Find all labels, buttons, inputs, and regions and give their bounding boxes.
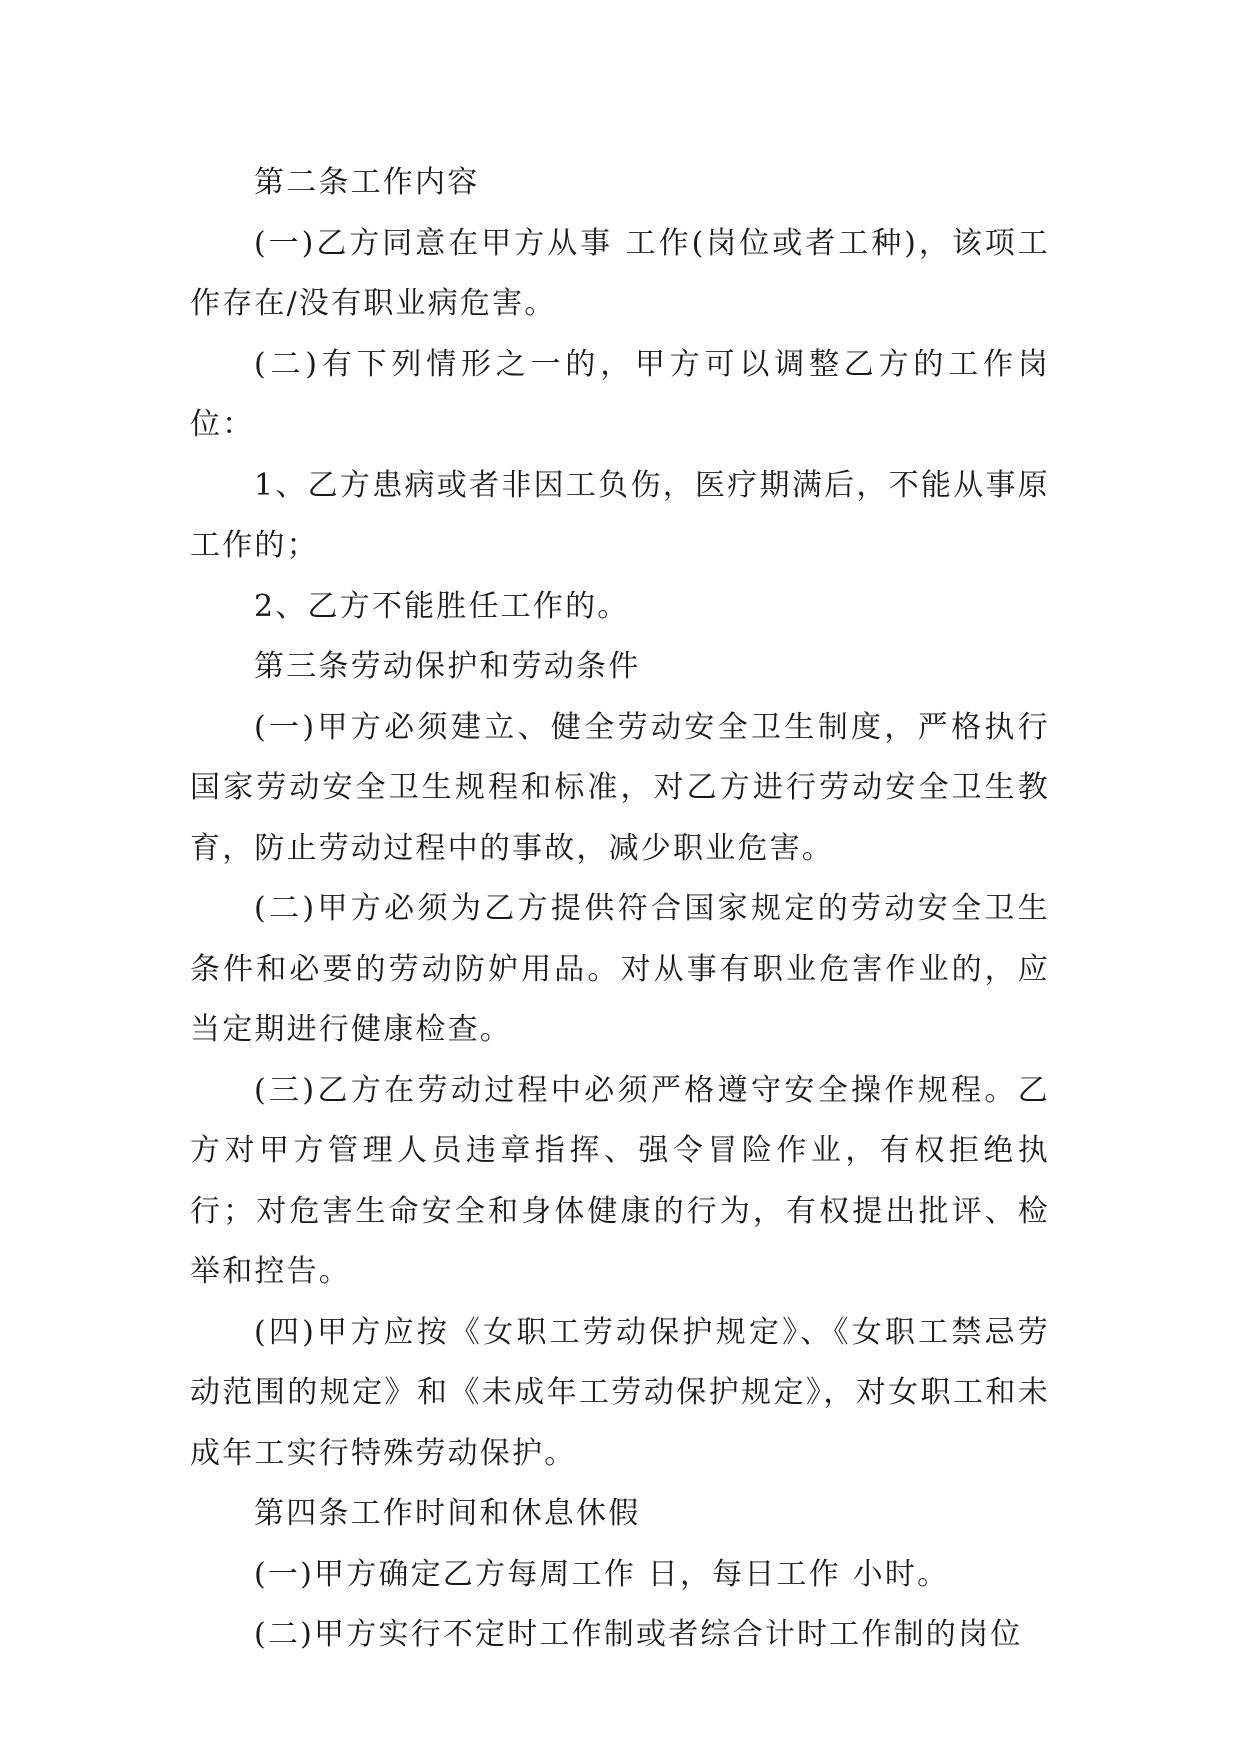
article-3-heading: 第三条劳动保护和劳动条件: [254, 649, 641, 684]
article-4-clause-1: (一)甲方确定乙方每周工作 日，每日工作 小时。: [254, 1556, 950, 1592]
article-2-item-1: 1、乙方患病或者非因工负伤，医疗期满后，不能从事原工作的；: [190, 467, 1050, 563]
article-2-item-2: 2、乙方不能胜任工作的。: [254, 588, 630, 624]
article-4-clause-2: (二)甲方实行不定时工作制或者综合计时工作制的岗位: [254, 1617, 1023, 1652]
article-3-clause-2: (二)甲方必须为乙方提供符合国家规定的劳动安全卫生条件和必要的劳动防妒用品。对从事有职业危害作业的，应当定期进行健康检查。: [190, 891, 1050, 1047]
article-2-clause-1: (一)乙方同意在甲方从事 工作(岗位或者工种)，该项工作存在/没有职业病危害。: [190, 225, 1050, 321]
article-2-heading: 第二条工作内容: [254, 165, 480, 200]
article-3-clause-1: (一)甲方必须建立、健全劳动安全卫生制度，严格执行国家劳动安全卫生规程和标准，对乙方进行劳动安全卫生教育，防止劳动过程中的事故，减少职业危害。: [190, 709, 1050, 866]
article-3-clause-3: (三)乙方在劳动过程中必须严格遵守安全操作规程。乙方对甲方管理人员违章指挥、强令冒险作业，有权拒绝执行；对危害生命安全和身体健康的行为，有权提出批评、检举和控告。: [190, 1072, 1050, 1289]
article-4-heading: 第四条工作时间和休息休假: [254, 1496, 641, 1531]
article-3-clause-4: (四)甲方应按《女职工劳动保护规定》、《女职工禁忌劳动范围的规定》和《未成年工劳动保护规定》，对女职工和未成年工实行特殊劳动保护。: [190, 1314, 1050, 1471]
document-body: [190, 153, 1050, 1666]
article-2-clause-2: (二)有下列情形之一的，甲方可以调整乙方的工作岗位：: [190, 346, 1050, 442]
